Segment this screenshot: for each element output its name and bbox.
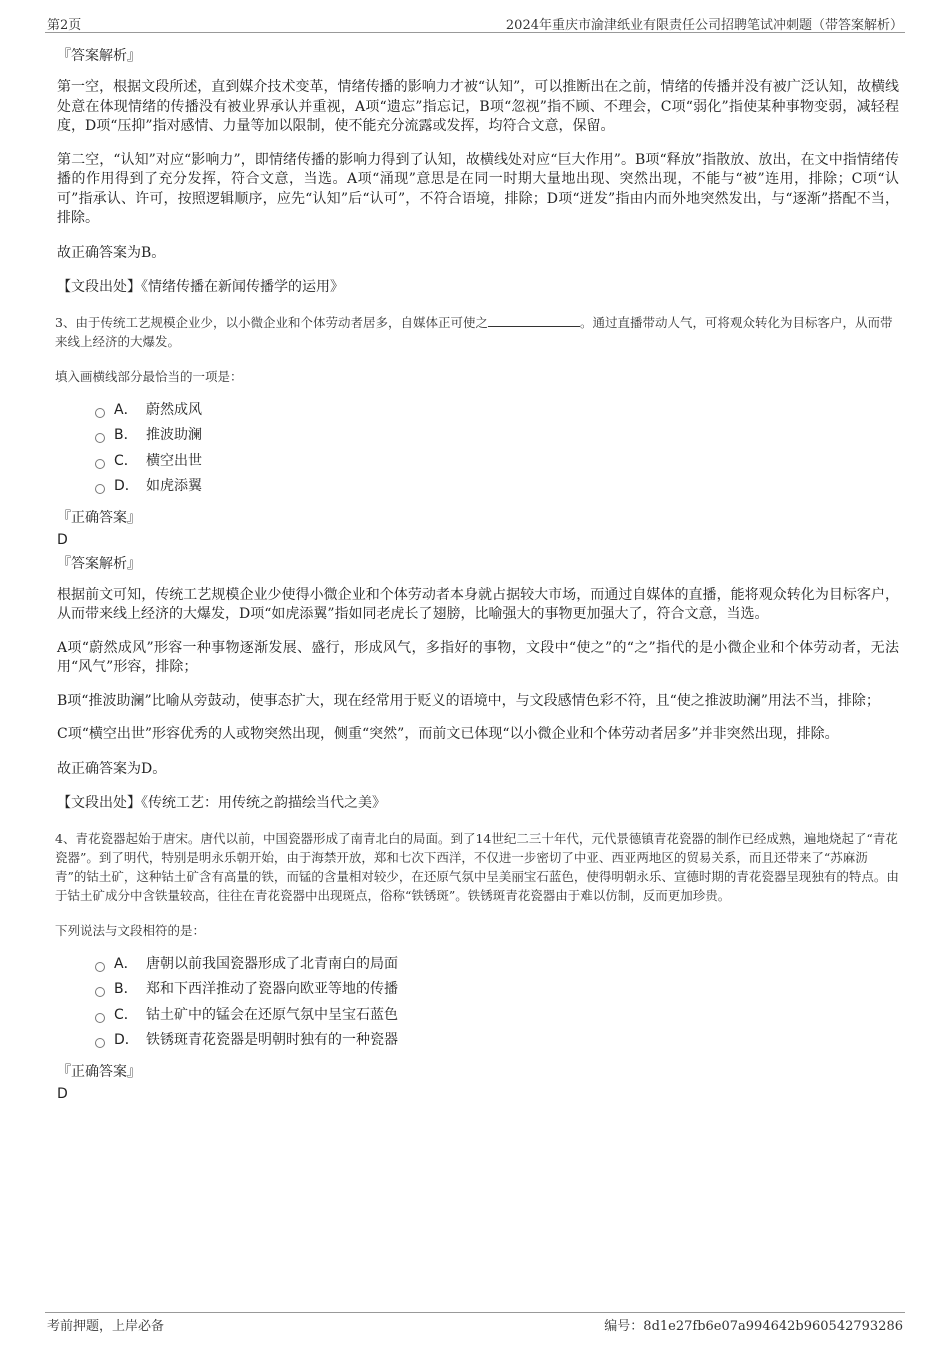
option-d[interactable]: D． 铁锈斑青花瓷器是明朝时独有的一种瓷器: [95, 1028, 899, 1054]
radio-icon[interactable]: [95, 459, 105, 469]
page-footer: [45, 1312, 905, 1333]
analysis-paragraph: A项“蔚然成风”形容一种事物逐渐发展、盛行，形成风气，多指好的事物，文段中“使之”的“之”指代的是小微企业和个体劳动者，无法用“风气”形容，排除；: [57, 639, 899, 675]
radio-icon[interactable]: [95, 1013, 105, 1023]
option-b[interactable]: B． 郑和下西洋推动了瓷器向欧亚等地的传播: [95, 977, 899, 1003]
question-3: [57, 313, 899, 813]
correct-answer: D: [57, 1085, 68, 1102]
option-list: [95, 398, 899, 500]
option-d[interactable]: D． 如虎添翼: [95, 474, 899, 500]
correct-answer-tag: 『正确答案』: [57, 509, 141, 526]
document-body: [57, 46, 899, 1108]
analysis-paragraph: 根据前文可知，传统工艺规模企业少使得小微企业和个体劳动者本身就占据较大市场，而通过自媒体的直播，能将观众转化为目标客户，从而带来线上经济的大爆发，D项“如虎添翼”指如同老虎长了翅膀，比喻强大的事物更加强大了，符合文意，当选。: [57, 586, 899, 622]
page-header: [45, 12, 905, 33]
analysis-paragraph: 第一空，根据文段所述，直到媒介技术变革，情绪传播的影响力才被“认知”，可以推断出在之前，情绪的传播并没有被广泛认知，故横线处意在体现情绪的传播没有被业界承认并重视，A项“遗忘”指忘记，B项“忽视”指不顾、不理会，C项“弱化”指使某种事物变弱，减轻程度，D项“压抑”指对感情、力量等加以限制，使不能充分流露或发挥，均符合文意，保留。: [57, 79, 899, 134]
footer-slogan: 考前押题，上岸必备: [47, 1319, 165, 1334]
question-text: 4、青花瓷器起始于唐宋。唐代以前，中国瓷器形成了南青北白的局面。到了14世纪二三十年代，元代景德镇青花瓷器的制作已经成熟，遍地烧起了“青花瓷器”。到了明代，特别是明永乐朝开始，由于海禁开放，郑和七次下西洋，不仅进一步密切了中亚、西亚两地区的贸易关系，而且还带来了“苏麻沥青”的钴土矿，这种钴土矿含有高量的铁，而锰的含量相对较少，在还原气氛中呈美丽宝石蓝色，使得明朝永乐、宣德时期的青花瓷器呈现独有的特点。由于钴土矿成分中含铁量较高，往往在青花瓷器中出现斑点，俗称“铁锈斑”。铁锈斑青花瓷器由于难以仿制，反而更加珍贵。: [55, 830, 899, 903]
option-c[interactable]: C． 横空出世: [95, 449, 899, 475]
analysis-paragraph: 第二空，“认知”对应“影响力”，即情绪传播的影响力得到了认知，故横线处对应“巨大作用”。B项“释放”指散放、放出，在文中指情绪传播的作用得到了充分发挥，符合文意，当选。A项“涌现”意思是在同一时期大量地出现、突然出现，不能与“被”连用，排除；C项“认可”指承认、许可，按照逻辑顺序，应先“认知”后“认可”，不符合语境，排除；D项“迸发”指由内而外地突然发出，与“逐渐”搭配不当，排除。: [57, 151, 899, 226]
page-number: 第2页: [47, 18, 82, 33]
question-text: 3、由于传统工艺规模企业少，以小微企业和个体劳动者居多，自媒体正可使之 。通过直播带动人气，可将观众转化为目标客户，从而带来线上经济的大爆发。: [55, 314, 893, 349]
final-answer: 故正确答案为D。: [57, 760, 167, 777]
analysis-tag: 『答案解析』: [57, 48, 141, 64]
analysis-tag: 『答案解析』: [57, 555, 141, 572]
question-prompt: 下列说法与文段相符的是：: [55, 922, 206, 938]
radio-icon[interactable]: [95, 1038, 105, 1048]
radio-icon[interactable]: [95, 962, 105, 972]
radio-icon[interactable]: [95, 433, 105, 443]
correct-answer: D: [57, 531, 68, 548]
final-answer: 故正确答案为B。: [57, 244, 166, 261]
document-id: 编号：8d1e27fb6e07a994642b960542793286: [604, 1319, 903, 1334]
source-citation: 【文段出处】《情绪传播在新闻传播学的运用》: [57, 278, 344, 295]
block1-section: [57, 46, 899, 297]
source-citation: 【文段出处】《传统工艺：用传统之韵描绘当代之美》: [57, 794, 386, 811]
option-b[interactable]: B． 推波助澜: [95, 423, 899, 449]
radio-icon[interactable]: [95, 987, 105, 997]
fill-blank: [488, 314, 580, 327]
option-list: [95, 952, 899, 1054]
radio-icon[interactable]: [95, 408, 105, 418]
question-4: [57, 829, 899, 1104]
analysis-paragraph: B项“推波助澜”比喻从旁鼓动，使事态扩大，现在经常用于贬义的语境中，与文段感情色彩不符，且“使之推波助澜”用法不当，排除；: [57, 692, 880, 709]
correct-answer-tag: 『正确答案』: [57, 1063, 141, 1080]
radio-icon[interactable]: [95, 484, 105, 494]
option-a[interactable]: A． 唐朝以前我国瓷器形成了北青南白的局面: [95, 952, 899, 978]
analysis-paragraph: C项“横空出世”形容优秀的人或物突然出现，侧重“突然”，而前文已体现“以小微企业和个体劳动者居多”并非突然出现，排除。: [57, 726, 839, 742]
document-title: 2024年重庆市渝津纸业有限责任公司招聘笔试冲刺题（带答案解析）: [505, 18, 903, 33]
question-prompt: 填入画横线部分最恰当的一项是：: [55, 368, 243, 384]
option-c[interactable]: C． 钴土矿中的锰会在还原气氛中呈宝石蓝色: [95, 1003, 899, 1029]
option-a[interactable]: A． 蔚然成风: [95, 398, 899, 424]
